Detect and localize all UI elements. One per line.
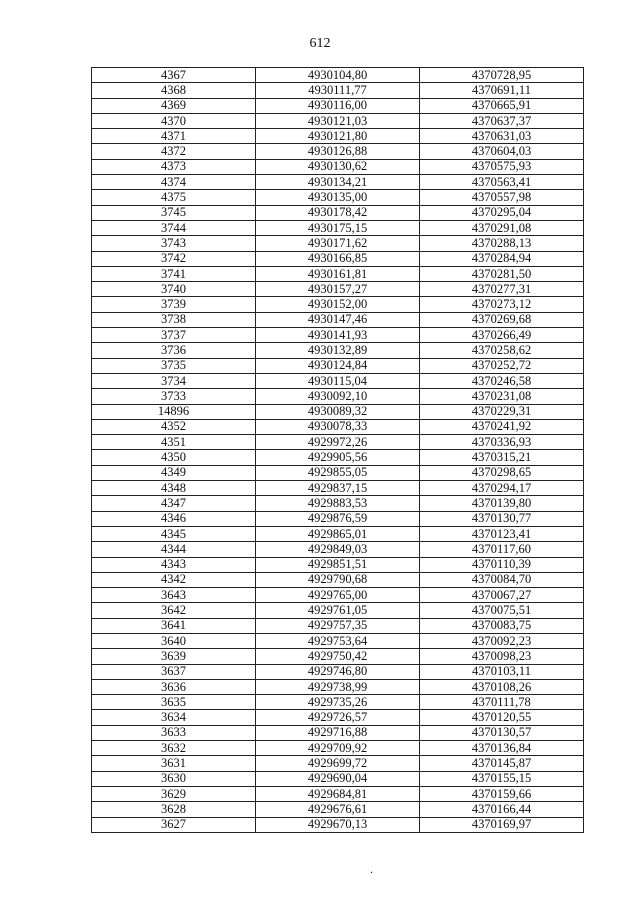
y-coordinate-cell: 4370110,39 [420,557,584,572]
x-coordinate-cell: 4930132,89 [256,343,420,358]
point-number-cell: 3641 [92,618,256,633]
y-coordinate-cell: 4370120,55 [420,710,584,725]
table-row [92,786,584,801]
point-number-cell: 4374 [92,175,256,190]
table-row [92,526,584,541]
y-coordinate-cell: 4370295,04 [420,205,584,220]
x-coordinate-cell: 4929750,42 [256,649,420,664]
point-number-cell: 4371 [92,129,256,144]
table-row [92,266,584,281]
y-coordinate-cell: 4370130,77 [420,511,584,526]
table-row [92,756,584,771]
y-coordinate-cell: 4370281,50 [420,266,584,281]
page-number: 612 [309,36,331,51]
x-coordinate-cell: 4930135,00 [256,190,420,205]
y-coordinate-cell: 4370277,31 [420,282,584,297]
x-coordinate-cell: 4930134,21 [256,175,420,190]
x-coordinate-cell: 4929761,05 [256,603,420,618]
table-row [92,725,584,740]
y-coordinate-cell: 4370252,72 [420,358,584,373]
table-row [92,771,584,786]
x-coordinate-cell: 4929837,15 [256,481,420,496]
scan-dot-mark: . [370,862,373,876]
point-number-cell: 4348 [92,481,256,496]
y-coordinate-cell: 4370075,51 [420,603,584,618]
point-number-cell: 3633 [92,725,256,740]
y-coordinate-cell: 4370246,58 [420,373,584,388]
table-row [92,205,584,220]
y-coordinate-cell: 4370166,44 [420,802,584,817]
y-coordinate-cell: 4370631,03 [420,129,584,144]
point-number-cell: 3744 [92,220,256,235]
x-coordinate-cell: 4929851,51 [256,557,420,572]
point-number-cell: 3636 [92,679,256,694]
y-coordinate-cell: 4370136,84 [420,741,584,756]
y-coordinate-cell: 4370298,65 [420,465,584,480]
x-coordinate-cell: 4929972,26 [256,435,420,450]
y-coordinate-cell: 4370231,08 [420,389,584,404]
point-number-cell: 3743 [92,236,256,251]
table-row [92,511,584,526]
point-number-cell: 4367 [92,68,256,83]
x-coordinate-cell: 4929690,04 [256,771,420,786]
y-coordinate-cell: 4370575,93 [420,159,584,174]
x-coordinate-cell: 4930111,77 [256,83,420,98]
coordinates-table-body [92,68,584,833]
y-coordinate-cell: 4370145,87 [420,756,584,771]
coordinates-table [91,67,584,833]
table-row [92,435,584,450]
table-row [92,389,584,404]
y-coordinate-cell: 4370637,37 [420,113,584,128]
x-coordinate-cell: 4930078,33 [256,419,420,434]
x-coordinate-cell: 4930089,32 [256,404,420,419]
y-coordinate-cell: 4370159,66 [420,786,584,801]
point-number-cell: 3737 [92,328,256,343]
x-coordinate-cell: 4930175,15 [256,220,420,235]
point-number-cell: 3740 [92,282,256,297]
point-number-cell: 3739 [92,297,256,312]
y-coordinate-cell: 4370294,17 [420,481,584,496]
point-number-cell: 3630 [92,771,256,786]
point-number-cell: 3635 [92,695,256,710]
table-row [92,113,584,128]
point-number-cell: 3741 [92,266,256,281]
y-coordinate-cell: 4370604,03 [420,144,584,159]
y-coordinate-cell: 4370291,08 [420,220,584,235]
table-row [92,542,584,557]
table-row [92,572,584,587]
y-coordinate-cell: 4370103,11 [420,664,584,679]
table-row [92,618,584,633]
table-row [92,83,584,98]
point-number-cell: 14896 [92,404,256,419]
table-row [92,588,584,603]
y-coordinate-cell: 4370084,70 [420,572,584,587]
x-coordinate-cell: 4930152,00 [256,297,420,312]
x-coordinate-cell: 4930126,88 [256,144,420,159]
point-number-cell: 4346 [92,511,256,526]
y-coordinate-cell: 4370098,23 [420,649,584,664]
point-number-cell: 4344 [92,542,256,557]
y-coordinate-cell: 4370155,15 [420,771,584,786]
table-row [92,98,584,113]
x-coordinate-cell: 4930092,10 [256,389,420,404]
table-row [92,144,584,159]
table-row [92,496,584,511]
y-coordinate-cell: 4370557,98 [420,190,584,205]
point-number-cell: 4350 [92,450,256,465]
point-number-cell: 4342 [92,572,256,587]
y-coordinate-cell: 4370108,26 [420,679,584,694]
x-coordinate-cell: 4930121,03 [256,113,420,128]
table-row [92,465,584,480]
point-number-cell: 3639 [92,649,256,664]
x-coordinate-cell: 4929726,57 [256,710,420,725]
point-number-cell: 3733 [92,389,256,404]
x-coordinate-cell: 4930161,81 [256,266,420,281]
table-row [92,220,584,235]
y-coordinate-cell: 4370067,27 [420,588,584,603]
x-coordinate-cell: 4929684,81 [256,786,420,801]
y-coordinate-cell: 4370273,12 [420,297,584,312]
y-coordinate-cell: 4370117,60 [420,542,584,557]
table-row [92,373,584,388]
point-number-cell: 3637 [92,664,256,679]
y-coordinate-cell: 4370284,94 [420,251,584,266]
y-coordinate-cell: 4370130,57 [420,725,584,740]
x-coordinate-cell: 4930147,46 [256,312,420,327]
y-coordinate-cell: 4370691,11 [420,83,584,98]
table-row [92,419,584,434]
table-row [92,343,584,358]
table-row [92,175,584,190]
point-number-cell: 3628 [92,802,256,817]
point-number-cell: 3627 [92,817,256,832]
point-number-cell: 3631 [92,756,256,771]
point-number-cell: 3629 [92,786,256,801]
point-number-cell: 3632 [92,741,256,756]
point-number-cell: 3738 [92,312,256,327]
point-number-cell: 4345 [92,526,256,541]
x-coordinate-cell: 4929699,72 [256,756,420,771]
x-coordinate-cell: 4930121,80 [256,129,420,144]
x-coordinate-cell: 4929855,05 [256,465,420,480]
x-coordinate-cell: 4929735,26 [256,695,420,710]
table-row [92,710,584,725]
x-coordinate-cell: 4929746,80 [256,664,420,679]
point-number-cell: 4373 [92,159,256,174]
y-coordinate-cell: 4370123,41 [420,526,584,541]
y-coordinate-cell: 4370139,80 [420,496,584,511]
table-row [92,68,584,83]
y-coordinate-cell: 4370241,92 [420,419,584,434]
x-coordinate-cell: 4929883,53 [256,496,420,511]
y-coordinate-cell: 4370315,21 [420,450,584,465]
x-coordinate-cell: 4929905,56 [256,450,420,465]
y-coordinate-cell: 4370336,93 [420,435,584,450]
x-coordinate-cell: 4929709,92 [256,741,420,756]
table-row [92,328,584,343]
x-coordinate-cell: 4930104,80 [256,68,420,83]
x-coordinate-cell: 4930157,27 [256,282,420,297]
y-coordinate-cell: 4370111,78 [420,695,584,710]
table-row [92,297,584,312]
x-coordinate-cell: 4929849,03 [256,542,420,557]
y-coordinate-cell: 4370169,97 [420,817,584,832]
y-coordinate-cell: 4370728,95 [420,68,584,83]
table-row [92,695,584,710]
table-row [92,404,584,419]
point-number-cell: 3735 [92,358,256,373]
y-coordinate-cell: 4370563,41 [420,175,584,190]
table-row [92,741,584,756]
x-coordinate-cell: 4930141,93 [256,328,420,343]
table-row [92,190,584,205]
table-row [92,236,584,251]
point-number-cell: 4370 [92,113,256,128]
table-row [92,450,584,465]
x-coordinate-cell: 4930124,84 [256,358,420,373]
point-number-cell: 3634 [92,710,256,725]
x-coordinate-cell: 4929876,59 [256,511,420,526]
x-coordinate-cell: 4929753,64 [256,633,420,648]
x-coordinate-cell: 4929670,13 [256,817,420,832]
point-number-cell: 3745 [92,205,256,220]
table-row [92,312,584,327]
point-number-cell: 3642 [92,603,256,618]
y-coordinate-cell: 4370288,13 [420,236,584,251]
table-row [92,802,584,817]
x-coordinate-cell: 4929738,99 [256,679,420,694]
x-coordinate-cell: 4930178,42 [256,205,420,220]
table-row [92,129,584,144]
point-number-cell: 4369 [92,98,256,113]
point-number-cell: 4349 [92,465,256,480]
table-row [92,358,584,373]
y-coordinate-cell: 4370083,75 [420,618,584,633]
table-row [92,679,584,694]
table-row [92,481,584,496]
y-coordinate-cell: 4370266,49 [420,328,584,343]
point-number-cell: 3742 [92,251,256,266]
x-coordinate-cell: 4930166,85 [256,251,420,266]
point-number-cell: 4372 [92,144,256,159]
point-number-cell: 3736 [92,343,256,358]
point-number-cell: 4368 [92,83,256,98]
x-coordinate-cell: 4930130,62 [256,159,420,174]
point-number-cell: 4343 [92,557,256,572]
x-coordinate-cell: 4929865,01 [256,526,420,541]
y-coordinate-cell: 4370229,31 [420,404,584,419]
table-row [92,603,584,618]
table-row [92,664,584,679]
x-coordinate-cell: 4929716,88 [256,725,420,740]
x-coordinate-cell: 4929676,61 [256,802,420,817]
x-coordinate-cell: 4929757,35 [256,618,420,633]
table-row [92,251,584,266]
x-coordinate-cell: 4929790,68 [256,572,420,587]
y-coordinate-cell: 4370665,91 [420,98,584,113]
point-number-cell: 3734 [92,373,256,388]
x-coordinate-cell: 4930116,00 [256,98,420,113]
x-coordinate-cell: 4930115,04 [256,373,420,388]
table-row [92,633,584,648]
y-coordinate-cell: 4370269,68 [420,312,584,327]
table-row [92,649,584,664]
point-number-cell: 4375 [92,190,256,205]
y-coordinate-cell: 4370258,62 [420,343,584,358]
point-number-cell: 3643 [92,588,256,603]
table-row [92,282,584,297]
point-number-cell: 3640 [92,633,256,648]
x-coordinate-cell: 4929765,00 [256,588,420,603]
table-row [92,159,584,174]
table-row [92,557,584,572]
point-number-cell: 4347 [92,496,256,511]
x-coordinate-cell: 4930171,62 [256,236,420,251]
point-number-cell: 4352 [92,419,256,434]
point-number-cell: 4351 [92,435,256,450]
y-coordinate-cell: 4370092,23 [420,633,584,648]
table-row [92,817,584,832]
